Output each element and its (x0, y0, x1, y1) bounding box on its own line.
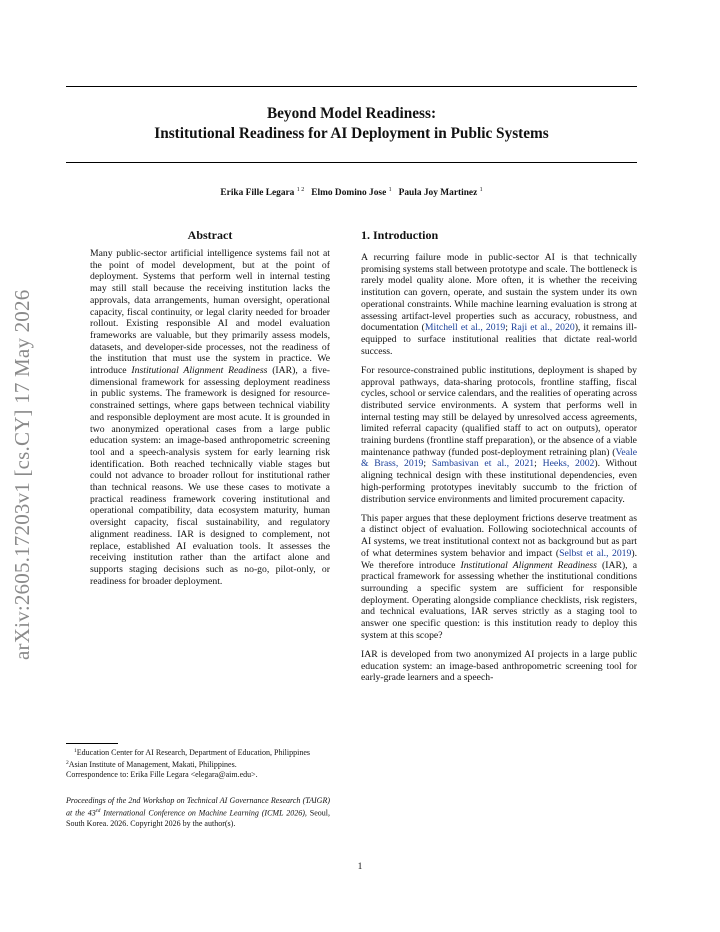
abstract-text: (IAR), a five-dimensional framework for assessing deployment readiness in public systems. The framework is designed for resource-constrained settings, where gaps between technical viability and responsible deployment are most acute. It is grounded in two anonymized operational cases from a large public education system: an image-based anthropometric screening tool and a speech-analysis system for early learning risk identification. Both reached technically viable stages but could not advance to broader rollout for institutional rather than technical reasons. We use these cases to motivate a practical readiness framework covering institutional and operational compatibility, data ecosystem maturity, human oversight capacity, fiscal sustainability, and regulatory alignment readiness. IAR is designed to complement, not replace, established AI evaluation tools. It assesses the receiving institution rather than the artifact alone and supports staging decisions such as no-go, pilot-only, or readiness for broader deployment. (90, 365, 330, 587)
footnote-mark: 2 (66, 760, 69, 766)
paragraph (361, 513, 637, 642)
footnote-mark: 1 (74, 748, 77, 754)
paragraph (361, 649, 637, 684)
citation-link[interactable]: Raji et al., 2020 (511, 322, 575, 334)
paragraph-text: For resource-constrained public institutions, deployment is shaped by approval pathways, data-sharing protocols, frontline staffing, fiscal cycles, school or service calendars, and the realities of operating across distributed service environments. A system that performs well in internal testing may still be delayed by unresolved access agreements, limited referral capacity (qualified staff to act on outputs), operator training burdens (frontline staff preparation), or the absence of a viable maintenance pathway (funded post-deployment retraining plan) ( (361, 364, 637, 458)
paragraph-text: ; (423, 458, 432, 470)
paragraph-text: ). Without aligning technical design with these institutional dependencies, even high-performing prototypes inevitably succumb to the friction of distribution service environments and limited procurement capacity. (361, 458, 637, 505)
author-list (66, 187, 637, 198)
title-rule-bottom (66, 162, 637, 163)
proceedings-italic: Proceedings of the 2nd Workshop on Technical AI Governance Research (TAIGR) at the 43 (66, 796, 330, 818)
author-affiliation-mark: 1 (479, 187, 483, 193)
citation-link[interactable]: Heeks, 2002 (542, 458, 595, 470)
author-name: Erika Fille Legara (220, 188, 295, 198)
section-heading-introduction: 1. Introduction (361, 228, 439, 242)
page-number: 1 (357, 862, 363, 872)
proceedings-note (66, 796, 330, 829)
arxiv-stamp[interactable]: arXiv:2605.17203v1 [cs.CY] 17 May 2026 (10, 289, 34, 660)
paragraph-text: ; (505, 322, 512, 334)
paragraph-text: A recurring failure mode in public-sector AI is that technically promising systems stall between prototype and scale. The bottleneck is rarely model quality alone. More often, it is whether the receiving institution can govern, operate, and sustain the system under its own operational constraints. While machine learning evaluation is strong at assessing artifact-level properties such as accuracy, robustness, and documentation ( (361, 252, 637, 334)
author-affiliation-mark: 1 2 (296, 187, 305, 193)
paper-title (66, 104, 637, 144)
abstract-emphasis: Institutional Alignment Readiness (131, 365, 268, 377)
citation-link[interactable]: Selbst et al., 2019 (559, 547, 632, 559)
paragraph-text: ), it remains ill-equipped to surface institutional realities that dictate real-world success. (361, 322, 637, 357)
abstract-text: Many public-sector artificial intelligence systems fail not at the point of model development, but at the point of deployment. Systems that perform well in internal testing may still stall because the receiving institution lacks the approvals, data arrangements, human oversight, operational capacity, fiscal continuity, or legal clarity needed for broader rollout. Existing responsible AI and model evaluation frameworks are valuable, but they primarily assess models, datasets, and developer-side processes, not the readiness of the institution that must use the system in practice. We introduce (90, 248, 330, 377)
paragraph-text: ). We therefore introduce (361, 547, 638, 571)
abstract-body (90, 248, 330, 587)
paragraph-text: (IAR), a practical framework for assessing whether the institutional conditions surrounding a specific system are sufficient for responsible deployment. Operating alongside compliance checklists, risk registers, and technical evaluations, IAR serves strictly as a staging tool to answer one specific question: is this institution ready to deploy this system at this scope? (361, 559, 637, 641)
proceedings-superscript: rd (95, 808, 101, 814)
citation-link[interactable]: Veale & Brass, 2019 (361, 446, 637, 470)
author-name: Paula Joy Martinez (398, 188, 478, 198)
paragraph-text: ; (534, 458, 543, 470)
introduction-body (361, 252, 637, 692)
author-affiliation-mark: 1 (388, 187, 392, 193)
correspondence-text: Correspondence to: Erika Fille Legara <elegara@aim.edu>. (66, 770, 258, 779)
paragraph (361, 252, 637, 357)
footnote-text: Education Center for AI Research, Department of Education, Philippines (76, 748, 311, 757)
title-line-1: Beyond Model Readiness: (266, 105, 437, 122)
footnote-text: Asian Institute of Management, Makati, Philippines. (68, 760, 237, 769)
footnote-rule (66, 743, 118, 744)
citation-link[interactable]: Mitchell et al., 2019 (424, 322, 506, 334)
proceedings-text: , Seoul, South Korea. 2026. Copyright 2026 by the author(s). (66, 808, 330, 828)
title-rule-top (66, 86, 637, 87)
emphasis-text: Institutional Alignment Readiness (460, 559, 597, 571)
paragraph (361, 365, 637, 505)
author-name: Elmo Domino Jose (311, 188, 387, 198)
paragraph-text: IAR is developed from two anonymized AI projects in a large public education system: an image-based anthropometric screening tool for early-grade learners and a speech- (361, 649, 637, 684)
title-line-2: Institutional Readiness for AI Deployment in Public Systems (154, 125, 549, 142)
citation-link[interactable]: Sambasivan et al., 2021 (431, 458, 535, 470)
paragraph-text: This paper argues that these deployment frictions deserve treatment as a distinct object of evaluation. Following sociotechnical accounts of AI systems, we treat institutional context not as background but as part of what determines system behavior and impact ( (361, 512, 637, 559)
proceedings-italic: International Conference on Machine Learning (ICML 2026) (100, 808, 305, 818)
affiliation-footnote (66, 746, 330, 780)
abstract-heading: Abstract (187, 228, 233, 242)
